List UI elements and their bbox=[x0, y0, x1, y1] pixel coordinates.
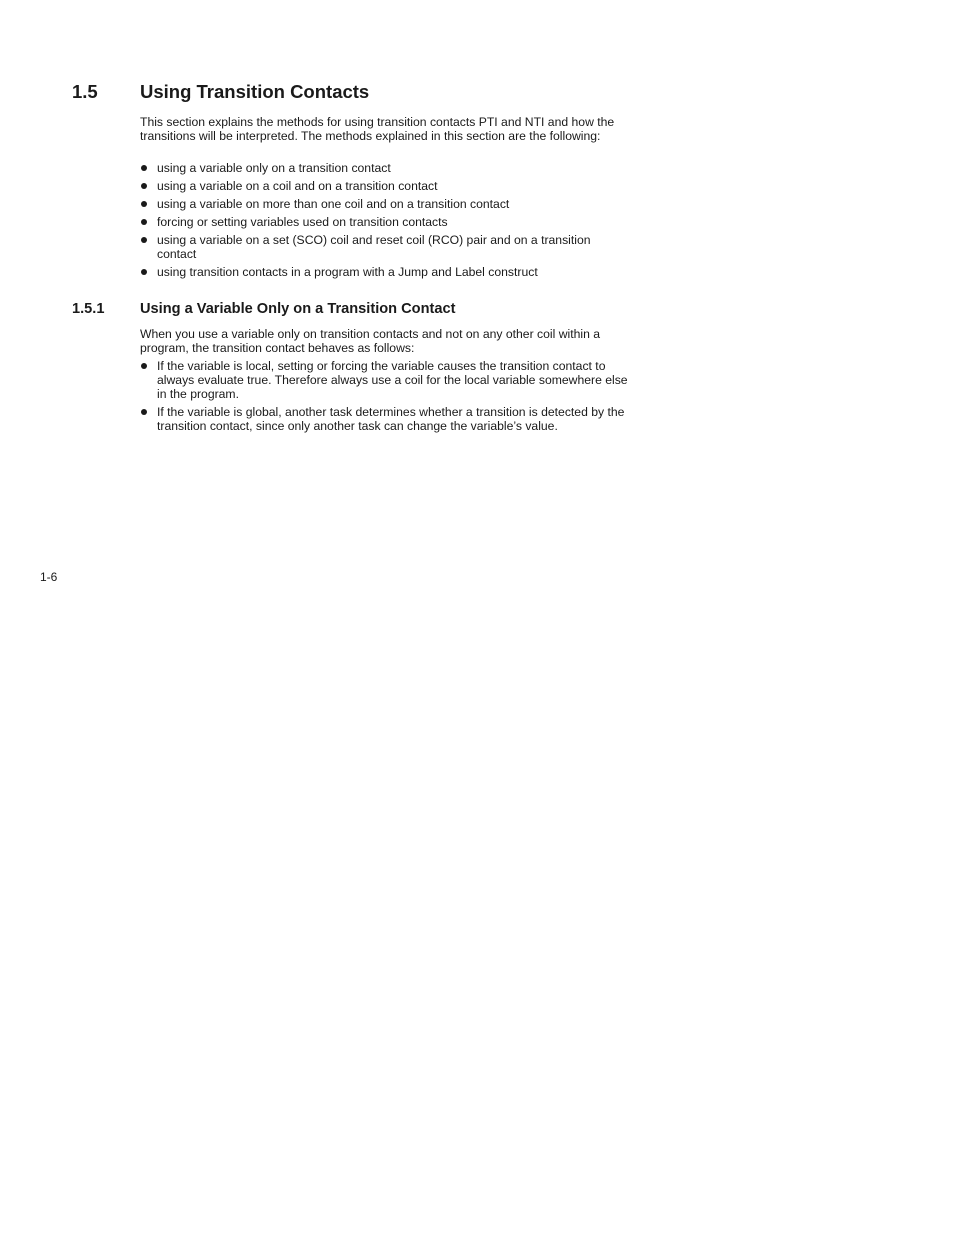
bullet-icon bbox=[141, 409, 147, 415]
list-item bbox=[140, 265, 630, 279]
list-item-text: using a variable on a coil and on a transition contact bbox=[157, 179, 438, 193]
bullet-icon bbox=[141, 269, 147, 275]
page-number: 1-6 bbox=[40, 570, 58, 584]
list-item bbox=[140, 405, 630, 433]
list-item bbox=[140, 161, 630, 175]
bullet-icon bbox=[141, 237, 147, 243]
subsection-intro: When you use a variable only on transition contacts and not on any other coil within a program, the transition contact behaves as follows: bbox=[140, 327, 601, 355]
list-item-text: If the variable is local, setting or forcing the variable causes the transition contact to always evaluate true. Therefore always use a coil for the local variable somewhere else in the program. bbox=[157, 359, 628, 401]
subsection-number: 1.5.1 bbox=[72, 301, 105, 317]
section-intro: This section explains the methods for using transition contacts PTI and NTI and how the transitions will be interpreted. The methods explained in this section are the following: bbox=[140, 115, 615, 143]
list-item bbox=[140, 359, 630, 401]
bullet-icon bbox=[141, 165, 147, 171]
bullet-icon bbox=[141, 363, 147, 369]
list-item bbox=[140, 215, 630, 229]
section-number: 1.5 bbox=[72, 81, 98, 102]
bullet-icon bbox=[141, 219, 147, 225]
bullet-icon bbox=[141, 183, 147, 189]
list-item bbox=[140, 179, 630, 193]
list-item-text: If the variable is global, another task determines whether a transition is detected by the transition contact, since only another task can change the variable’s value. bbox=[157, 405, 625, 433]
section-bullet-list bbox=[140, 161, 630, 283]
list-item-text: using a variable on more than one coil and on a transition contact bbox=[157, 197, 510, 211]
section-title: Using Transition Contacts bbox=[140, 81, 370, 102]
subsection-bullet-list bbox=[140, 359, 630, 437]
list-item bbox=[140, 233, 630, 261]
list-item-text: forcing or setting variables used on transition contacts bbox=[157, 215, 448, 229]
list-item-text: using a variable only on a transition contact bbox=[157, 161, 391, 175]
list-item-text: using a variable on a set (SCO) coil and reset coil (RCO) pair and on a transition contact bbox=[157, 233, 591, 261]
subsection-title: Using a Variable Only on a Transition Contact bbox=[140, 301, 456, 317]
list-item-text: using transition contacts in a program with a Jump and Label construct bbox=[157, 265, 538, 279]
list-item bbox=[140, 197, 630, 211]
bullet-icon bbox=[141, 201, 147, 207]
